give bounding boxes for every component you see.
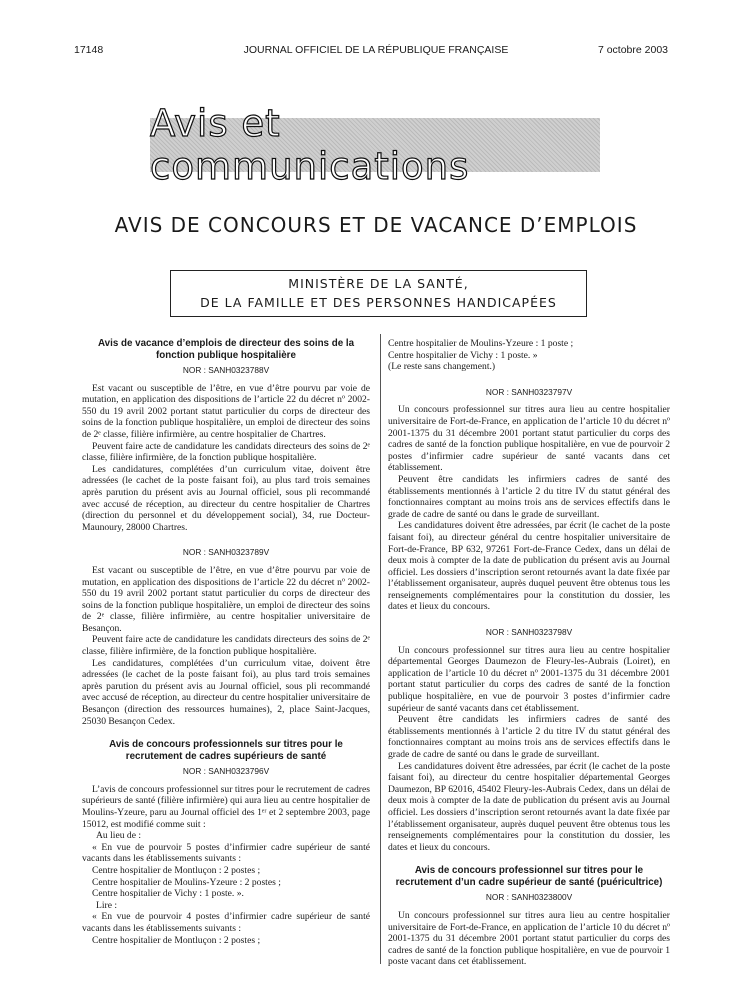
paragraph: « En vue de pourvoir 5 postes d’infirmier cadre supérieur de santé vacants dans les établissements suivants :: [82, 841, 370, 865]
paragraph: Est vacant ou susceptible de l’être, en vue d’être pourvu par voie de mutation, en application des dispositions de l’article 22 du décret nº 2002-550 du 19 avril 2002 portant statut particulier du corps de directeur des soins de la fonction publique hospitalière, un emploi de directeur des soins de 2ᵉ classe, filière infirmière, au centre hospitalier de Chartres.: [82, 382, 370, 440]
list-line: Centre hospitalier de Vichy : 1 poste. »: [388, 349, 538, 361]
paragraph: Est vacant ou susceptible de l’être, en vue d’être pourvu par voie de mutation, en application des dispositions de l’article 22 du décret nº 2002-550 du 19 avril 2002 portant statut particulier du corps de directeur des soins de la fonction publique hospitalière, un emploi de directeur des soins de 2ᵉ classe, filière infirmière, au centre hospitalier universitaire de Besançon.: [82, 564, 370, 634]
nor-reference: NOR : SANH0323788V: [182, 365, 270, 375]
nor-reference: NOR : SANH0323800V: [485, 892, 573, 903]
section-banner: [150, 102, 600, 188]
list-line: (Le reste sans changement.): [388, 361, 496, 373]
paragraph: L’avis de concours professionnel sur titres pour le recrutement de cadres supérieurs de santé (filière infirmière) qui aura lieu au centre hospitalier de Moulins-Yzeure, paru au Journal officiel des 1ᵉʳ et 2 septembre 2003, page 15012, est modifié comme suit :: [82, 783, 370, 830]
paragraph: Peuvent faire acte de candidature les candidats directeurs des soins de 2ᵉ classe, filière infirmière, de la fonction publique hospitalière.: [82, 634, 370, 658]
ministry-line-2: DE LA FAMILLE ET DES PERSONNES HANDICAPÉES: [200, 295, 557, 310]
paragraph: Les candidatures doivent être adressées, par écrit (le cachet de la poste faisant foi), au directeur du centre hospitalier départemental Georges Daumezon, BP 62016, 45402 Fleury-les-Aubrais Cedex, dans un délai de deux mois à compter de la date de publication du présent avis au Journal officiel. Les dossiers d’inscription seront retournés avant la date fixée par l’établissement organisateur, auprès duquel peuvent être obtenus tous les renseignements complémentaires pour la constitution du dossier, les dates et lieux du concours.: [388, 760, 670, 853]
ministry-line-1: MINISTÈRE DE LA SANTÉ,: [288, 276, 469, 291]
left-column: [82, 338, 370, 946]
nor-reference: NOR : SANH0323789V: [182, 547, 270, 558]
list-line: Centre hospitalier de Moulins-Yzeure : 1 poste ;: [388, 338, 574, 349]
list-line: Centre hospitalier de Vichy : 1 poste. ».: [92, 888, 244, 900]
list-line: Lire :: [96, 899, 118, 911]
nor-reference: NOR : SANH0323796V: [182, 766, 270, 777]
paragraph: Les candidatures doivent être adressées, par écrit (le cachet de la poste faisant foi), au directeur général du centre hospitalier universitaire de Fort-de-France, BP 632, 97261 Fort-de-France Cedex, dans un délai de deux mois à compter de la date de publication du présent avis au Journal officiel. Les dossiers d’inscription seront retournés avant la date fixée par l’établissement organisateur, auprès duquel peuvent être obtenus tous les renseignements complémentaires pour la constitution du dossier, les dates et lieux du concours.: [388, 520, 670, 613]
paragraph: Peuvent faire acte de candidature les candidats directeurs des soins de 2ᵉ classe, filière infirmière, de la fonction publique hospitalière.: [82, 440, 370, 464]
paragraph: Peuvent être candidats les infirmiers cadres de santé des établissements mentionnés à l’article 2 du titre IV du statut général des fonctionnaires comptant au moins trois ans de services effectifs dans le grade de cadre de santé ou dans le grade de surveillant.: [388, 473, 670, 520]
ministry-box: [170, 270, 587, 317]
paragraph: Les candidatures, complétées d’un curriculum vitae, doivent être adressées (le cachet de la poste faisant foi), au plus tard trois semaines après parution du présent avis au Journal officiel, sous pli recommandé avec accusé de réception, au directeur du centre hospitalier de Chartres (direction du personnel et du développement social), 34, rue Docteur-Maunoury, 28000 Chartres.: [82, 463, 370, 533]
section-title: AVIS DE CONCOURS ET DE VACANCE D’EMPLOIS: [114, 213, 638, 237]
paragraph: Un concours professionnel sur titres aura lieu au centre hospitalier universitaire de Fort-de-France, en application de l’article 10 du décret nº 2001-1375 du 31 décembre 2001 portant statut particulier du corps des cadres de santé de la fonction publique hospitalière, en vue de pourvoir 2 postes d’infirmier cadre supérieur de santé vacants dans cet établissement.: [388, 404, 670, 474]
paragraph: « En vue de pourvoir 4 postes d’infirmier cadre supérieur de santé vacants dans les établissements suivants :: [82, 911, 370, 934]
right-column: [388, 338, 670, 968]
paragraph: Peuvent être candidats les infirmiers cadres de santé des établissements mentionnés à l’article 2 du titre IV du statut général des fonctionnaires comptant au moins trois ans de services effectifs dans le grade de cadre de santé ou dans le grade de surveillant.: [388, 714, 670, 760]
list-line: Centre hospitalier de Montluçon : 2 postes ;: [92, 934, 261, 946]
page-number: 17148: [74, 44, 104, 56]
notice-title: Avis de concours professionnel sur titres pour le recrutement d’un cadre supérieur de santé (puéricultrice): [395, 865, 663, 888]
nor-reference: NOR : SANH0323797V: [485, 386, 573, 397]
banner-text: Avis et communications: [150, 102, 470, 188]
list-line: Centre hospitalier de Montluçon : 2 postes ;: [92, 864, 261, 876]
column-divider: [380, 334, 381, 964]
issue-date: 7 octobre 2003: [597, 44, 668, 56]
nor-reference: NOR : SANH0323798V: [485, 627, 573, 638]
paragraph: Un concours professionnel sur titres aura lieu au centre hospitalier universitaire de Fort-de-France, en application de l’article 10 du décret nº 2001-1375 du 31 décembre 2001 portant statut particulier du corps des cadres de santé de la fonction publique hospitalière, en vue de pourvoir 1 poste vacant dans cet établissement.: [388, 909, 670, 968]
notice-title: Avis de vacance d’emplois de directeur des soins de la fonction publique hospitalière: [97, 338, 355, 361]
journal-title: JOURNAL OFFICIEL DE LA RÉPUBLIQUE FRANÇAISE: [243, 44, 509, 56]
notice-title: Avis de concours professionnels sur titres pour le recrutement de cadres supérieurs de santé: [109, 739, 343, 762]
list-line: Centre hospitalier de Moulins-Yzeure : 2 postes ;: [92, 876, 281, 888]
paragraph: Les candidatures, complétées d’un curriculum vitae, doivent être adressées (le cachet de la poste faisant foi), au plus tard trois semaines après parution du présent avis au Journal officiel, sous pli recommandé avec accusé de réception, au directeur du centre hospitalier universitaire de Besançon (direction des ressources humaines), 2, place Saint-Jacques, 25030 Besançon Cedex.: [82, 657, 370, 727]
list-line: Au lieu de :: [96, 830, 142, 842]
paragraph: Un concours professionnel sur titres aura lieu au centre hospitalier départemental Georges Daumezon de Fleury-les-Aubrais (Loiret), en application de l’article 10 du décret nº 2001-1375 du 31 décembre 2001 portant statut particulier du corps des cadres de santé de la fonction publique hospitalière, en vue de pourvoir 3 postes d’infirmier cadre supérieur de santé vacants dans cet établissement.: [388, 644, 670, 714]
